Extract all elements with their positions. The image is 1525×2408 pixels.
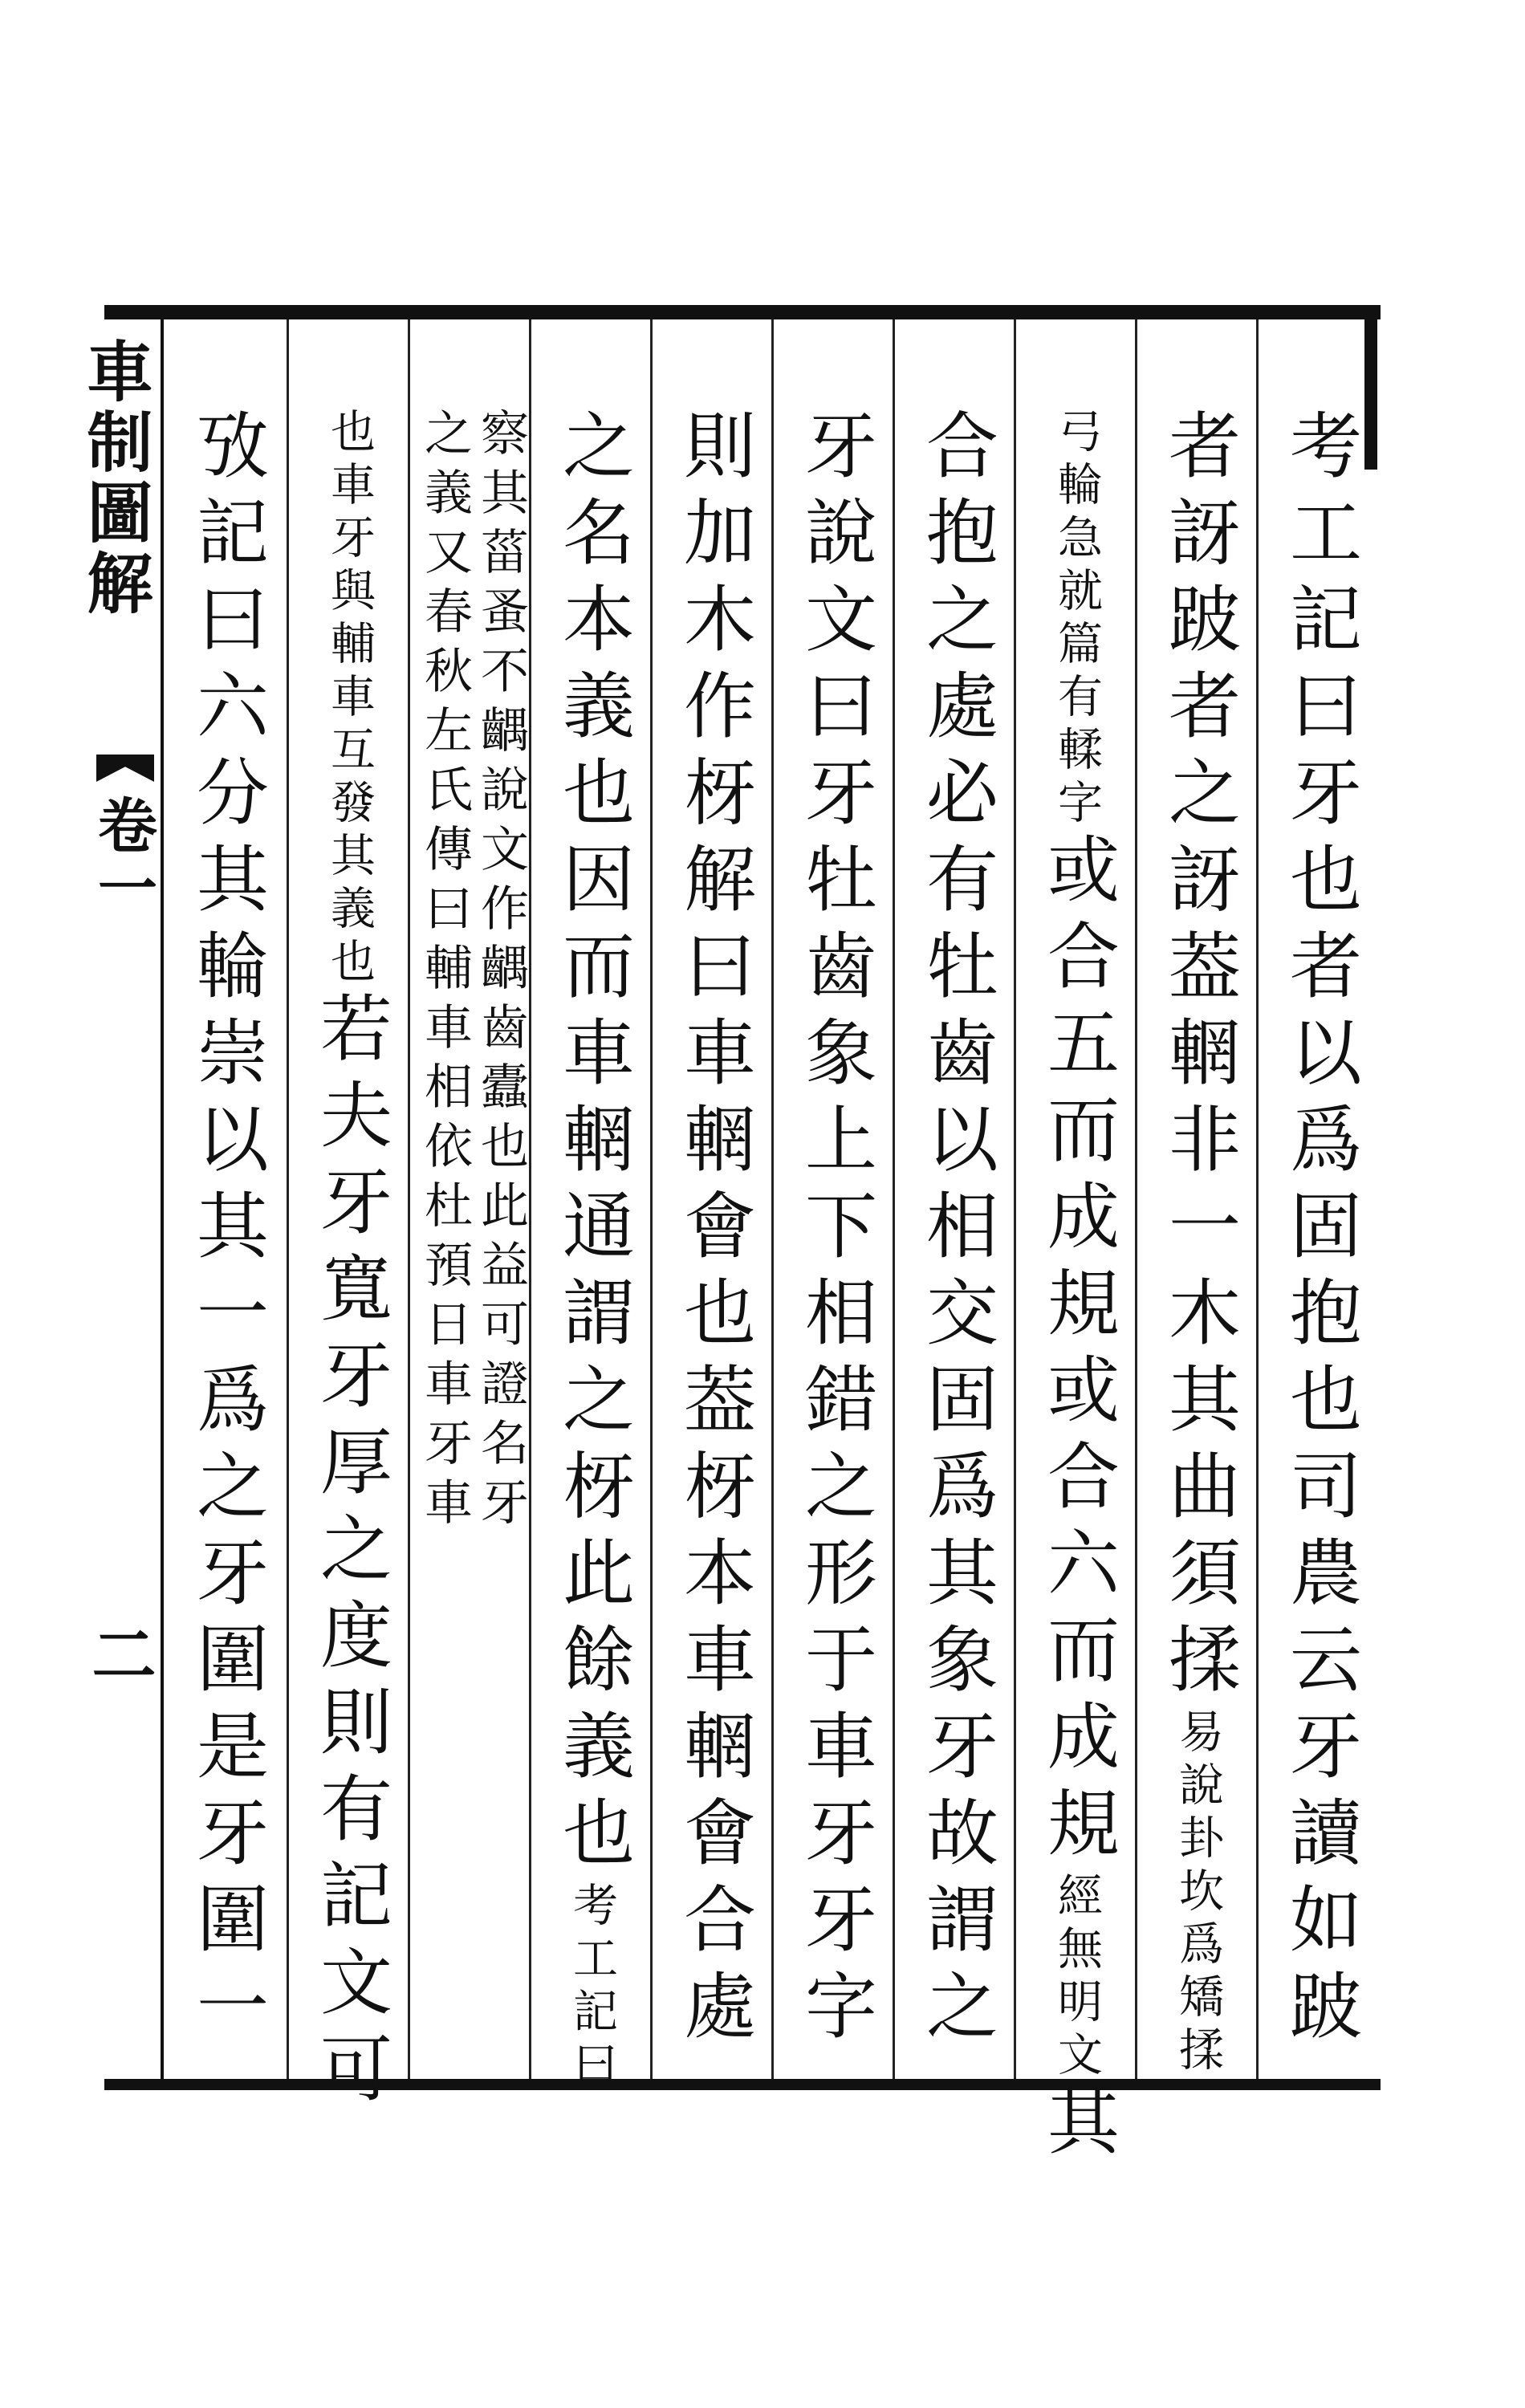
text-column: 之名本義也因而車輞通謂之枒此餘義也考工記曰 [529, 319, 650, 2079]
leaf-number: 二 [81, 1621, 157, 1686]
inline-note: 易說卦坎爲矯揉 [1172, 1708, 1224, 2079]
text-column: 弓輪急就篇有輮字或合五而成規或合六而成規經無明文其 [1014, 319, 1135, 2079]
frame-top-rule [104, 305, 1381, 319]
text-column-annotation [408, 319, 529, 2079]
inline-note: 考工記曰 [566, 1881, 618, 2093]
inline-note: 經無明文 [1051, 1872, 1103, 2084]
text-column: 者訝跛者之訝葢輞非一木其曲須揉易說卦坎爲矯揉 [1135, 319, 1256, 2079]
annotation-line: 察其菑蚤不齵說文作齵齒蠹也此益可證名牙 [473, 408, 529, 1536]
text-column: 合抱之處必有牡齒以相交固爲其象牙故謂之 [893, 319, 1014, 2079]
inline-note: 弓輪急就篇有輮字 [1051, 408, 1103, 832]
text-column: 攷記曰六分其輪崇以其一爲之牙圍是牙圍一 [184, 408, 268, 2055]
book-title: 車制圖解 [76, 337, 153, 620]
annotation-line: 之義又春秋左氏傳曰輔車相依杜預日車牙車 [417, 408, 473, 1536]
inline-note: 也車牙與輔車 [323, 408, 376, 726]
text-column: 也車牙與輔車互發其義也若夫牙寬牙厚之度則有記文可 [287, 319, 408, 2079]
text-column: 則加木作枒解曰車輞會也葢枒本車輞會合處 [650, 319, 771, 2079]
main-text [164, 319, 1377, 2170]
block-margin [76, 321, 162, 2079]
volume-label: 卷一 [88, 795, 157, 920]
inline-note: 互發其義也 [323, 726, 376, 990]
fishtail-mark-icon [96, 755, 154, 782]
text-column: 牙說文曰牙牡齒象上下相錯之形于車牙牙字 [771, 319, 893, 2079]
text-column: 考工記曰牙也者以爲固抱也司農云牙讀如跛 [1256, 319, 1377, 2079]
